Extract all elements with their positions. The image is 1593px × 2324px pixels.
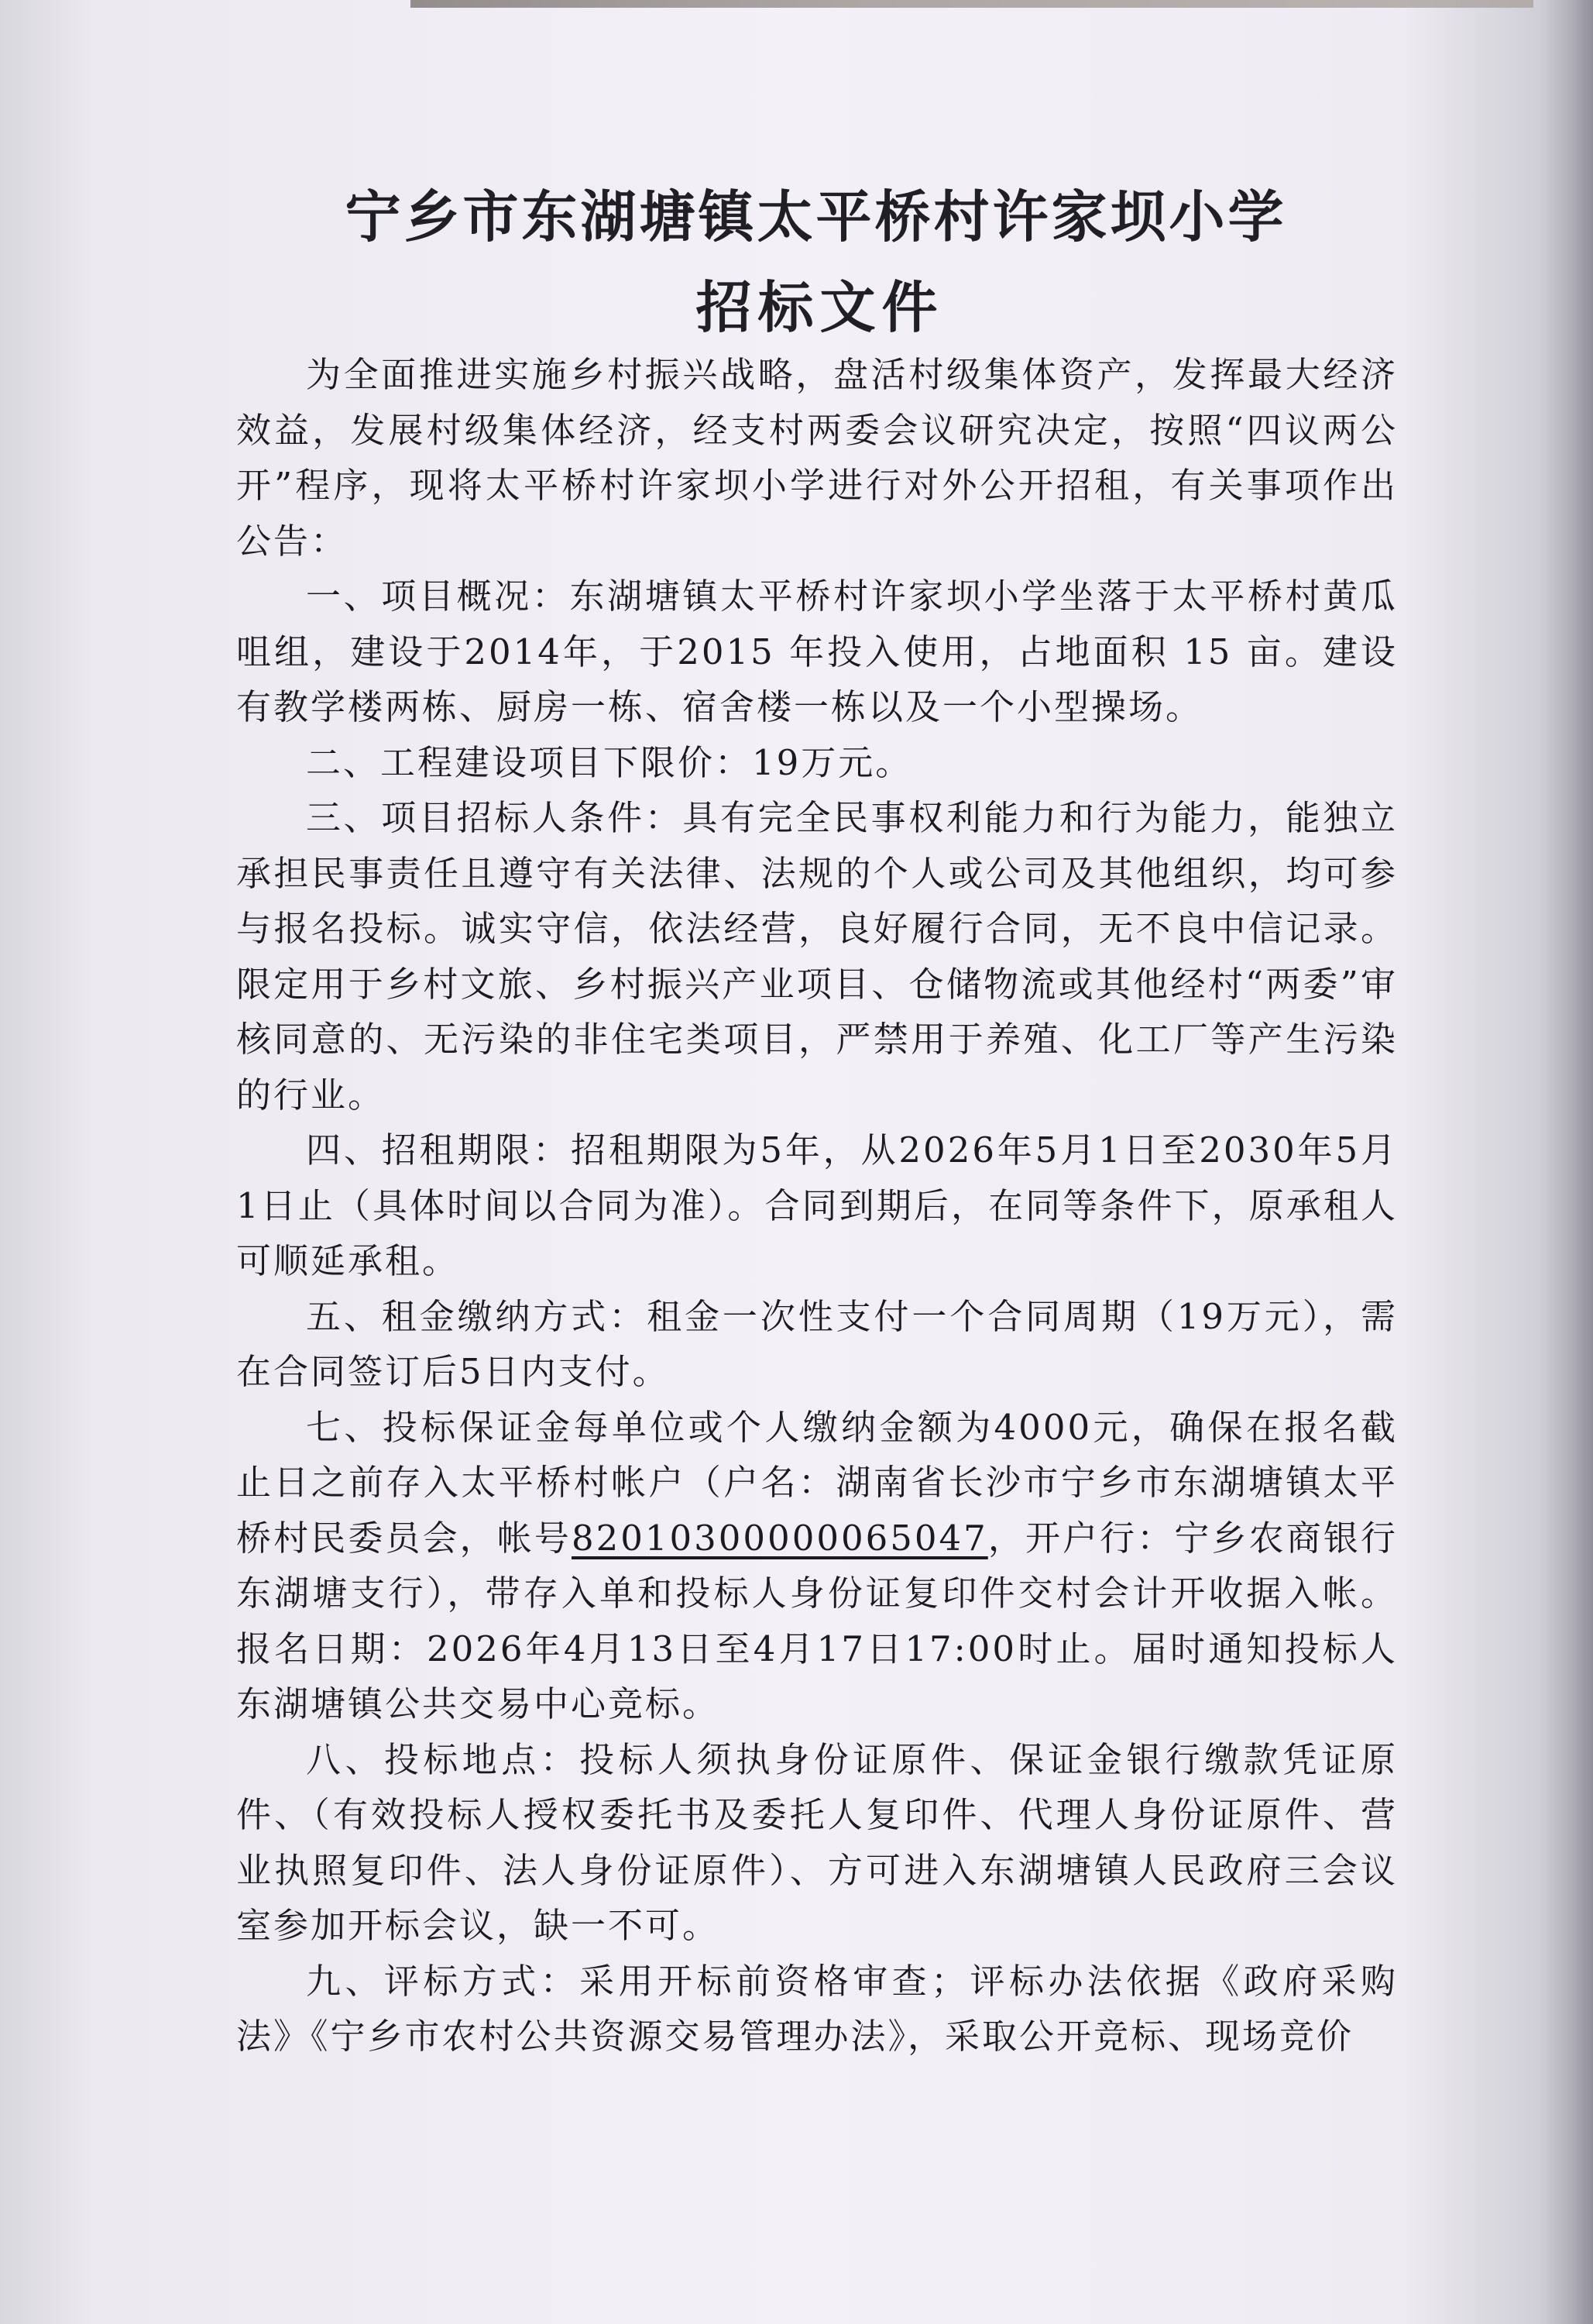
document-subtitle: 招标文件 [695,275,944,340]
section-evaluation-method: 九、评标方式：采用开标前资格审查；评标办法依据《政府采购法》《宁乡市农村公共资源交易管理办法》，采取公开竞标、现场竞价 [236,1960,1398,2057]
section-project-overview: 一、项目概况：东湖塘镇太平桥村许家坝小学坐落于太平桥村黄瓜咀组，建设于2014年，于2015 年投入使用，占地面积 15 亩。建设有教学楼两栋、厨房一栋、宿舍楼一栋以及一个小型操场。 [236,576,1398,727]
bid-deposit-text-1: 七、投标保证金每单位或个人缴纳金额为4000元，确保在报名截止日之前存入太平桥村帐户（户名：湖南省长沙市宁乡市东湖塘镇太平桥村民委员会，帐号 [236,1406,1398,1559]
account-number: 82010300000065047 [572,1517,988,1559]
document-body [236,347,1398,2064]
section-bidder-conditions: 三、项目招标人条件：具有完全民事权利能力和行为能力，能独立承担民事责任且遵守有关法律、法规的个人或公司及其他组织，均可参与报名投标。诚实守信，依法经营，良好履行合同，无不良中信记录。限定用于乡村文旅、乡村振兴产业项目、仓储物流或其他经村“两委”审核同意的、无污染的非住宅类项目，严禁用于养殖、化工厂等产生污染的行业。 [236,797,1398,1116]
document-title: 宁乡市东湖塘镇太平桥村许家坝小学 [345,184,1287,249]
section-bid-deposit [236,1400,1398,1732]
bid-deposit-text-2: ，开户行：宁乡农商银行东湖塘支行），带存入单和投标人身份证复印件交村会计开收据入帐。报名日期：2026年4月13日至4月17日17:00时止。届时通知投标人东湖塘镇公共交易中心竞标。 [236,1517,1398,1724]
section-payment-method: 五、租金缴纳方式：租金一次性支付一个合同周期（19万元），需在合同签订后5日内支付。 [236,1295,1398,1392]
section-bid-location: 八、投标地点：投标人须执身份证原件、保证金银行缴款凭证原件、（有效投标人授权委托书及委托人复印件、代理人身份证原件、营业执照复印件、法人身份证原件）、方可进入东湖塘镇人民政府三会议室参加开标会议，缺一不可。 [236,1738,1398,1946]
section-lease-term: 四、招租期限：招租期限为5年，从2026年5月1日至2030年5月1日止（具体时间以合同为准）。合同到期后，在同等条件下，原承租人可顺延承租。 [236,1129,1398,1281]
section-floor-price: 二、工程建设项目下限价：19万元。 [306,741,913,783]
intro-paragraph: 为全面推进实施乡村振兴战略，盘活村级集体资产，发挥最大经济效益，发展村级集体经济，经支村两委会议研究决定，按照“四议两公开”程序，现将太平桥村许家坝小学进行对外公开招租，有关事项作出公告： [236,354,1398,562]
